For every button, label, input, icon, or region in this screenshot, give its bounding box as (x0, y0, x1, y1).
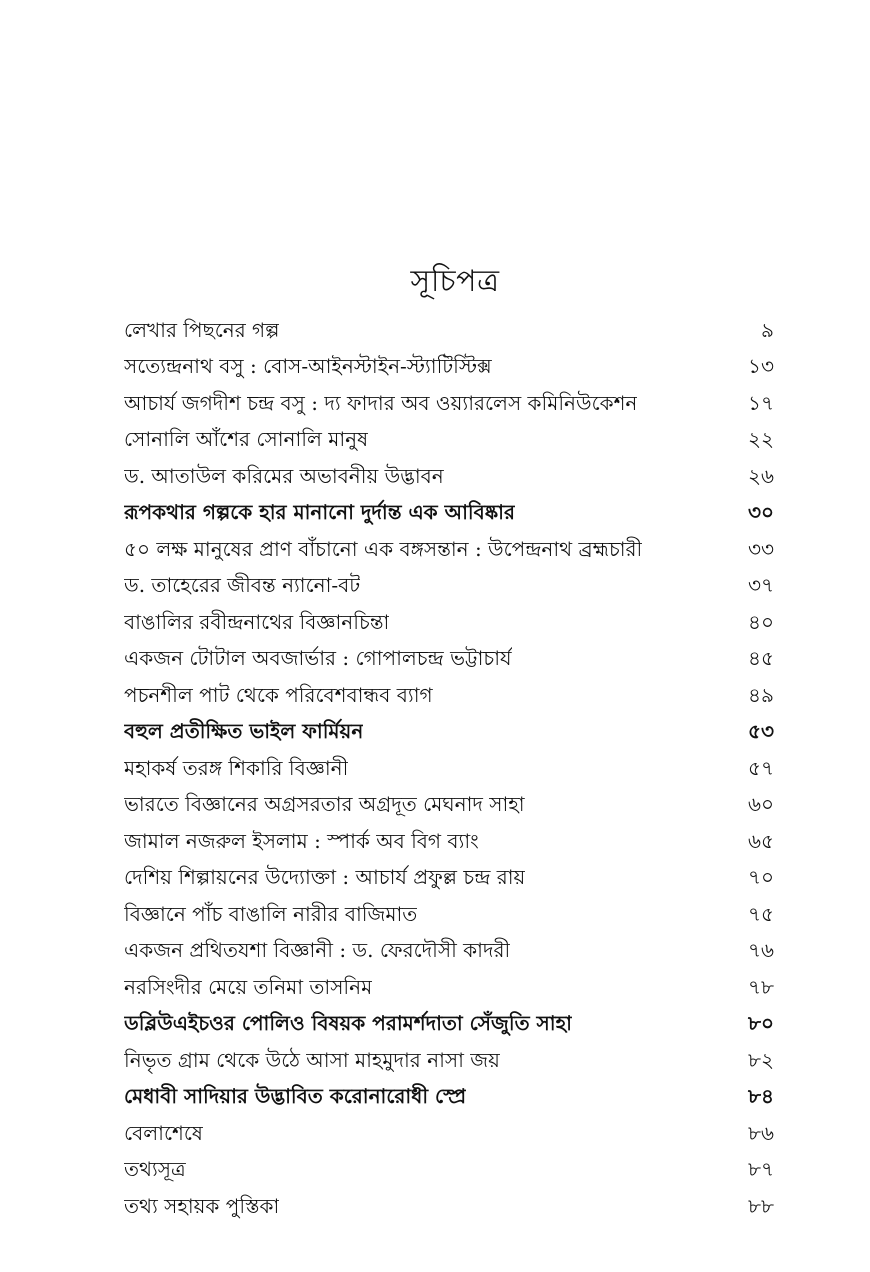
toc-entry-title: ড. আতাউল করিমের অভাবনীয় উদ্ভাবন (124, 463, 444, 488)
toc-entry-page-number: ৭৬ (747, 938, 774, 963)
toc-entry (124, 935, 774, 972)
toc-entry (124, 387, 774, 424)
toc-entry-page-number: ৮৬ (748, 1120, 774, 1145)
toc-entry-page-number: ৬০ (747, 792, 774, 817)
toc-entry (124, 1008, 774, 1045)
toc-entry-title: দেশিয় শিল্পায়নের উদ্যোক্তা : আচার্য প্রফুল্ল চন্দ্র রায় (124, 865, 526, 890)
toc-entry (124, 424, 774, 461)
toc-entry-title: একজন প্রথিতযশা বিজ্ঞানী : ড. ফেরদৌসী কাদরী (124, 938, 511, 963)
toc-entry-page-number: ৭০ (747, 865, 774, 890)
toc-entry-page-number: ৭৮ (748, 974, 774, 999)
toc-entry-page-number: ৫৭ (748, 755, 774, 780)
toc-entry (124, 1190, 774, 1227)
toc-entry-page-number: ৩০ (747, 500, 774, 525)
toc-entry-page-number: ৮৮ (748, 1193, 774, 1218)
toc-entry-page-number: ৩৩ (747, 536, 774, 561)
toc-entry-page-number: ৪৫ (748, 646, 774, 671)
toc-entry (124, 1044, 774, 1081)
toc-entry-title: জামাল নজরুল ইসলাম : স্পার্ক অব বিগ ব্যাং (124, 828, 479, 853)
toc-entry (124, 1117, 774, 1154)
toc-entry (124, 497, 774, 534)
toc-entry (124, 862, 774, 899)
toc-entry-title: আচার্য জগদীশ চন্দ্র বসু : দ্য ফাদার অব ওয়্যারলেস কমিনিউকেশন (124, 390, 638, 415)
toc-entry-page-number: ৮৭ (748, 1157, 774, 1182)
toc-entry-page-number: ৩৭ (747, 573, 774, 598)
toc-entry (124, 898, 774, 935)
toc-entry-title: তথ্যসূত্র (124, 1157, 186, 1182)
toc-entry-page-number: ৫৩ (748, 719, 774, 744)
toc-entry-title: তথ্য সহায়ক পুস্তিকা (124, 1193, 280, 1218)
toc-entry (124, 679, 774, 716)
toc-entry-page-number: ১৭ (748, 390, 774, 415)
toc-entry (124, 1081, 774, 1118)
toc-entry-page-number: ৪৯ (748, 682, 774, 707)
toc-entry-page-number: ৯ (761, 317, 774, 342)
toc-entry-title: লেখার পিছনের গল্প (124, 317, 280, 342)
toc-entry (124, 460, 774, 497)
toc-entry-title: বিজ্ঞানে পাঁচ বাঙালি নারীর বাজিমাত (124, 901, 418, 926)
page-title: সূচিপত্র (410, 264, 500, 299)
toc-entry-title: একজন টোটাল অবজার্ভার : গোপালচন্দ্র ভট্টাচার্য (124, 646, 512, 671)
toc-entry (124, 351, 774, 388)
toc-entry-title: বাঙালির রবীন্দ্রনাথের বিজ্ঞানচিন্তা (124, 609, 390, 634)
toc-entry (124, 570, 774, 607)
toc-entry (124, 825, 774, 862)
toc-entry-page-number: ২৬ (747, 463, 774, 488)
toc-entry-title: ভারতে বিজ্ঞানের অগ্রসরতার অগ্রদূত মেঘনাদ সাহা (124, 792, 525, 817)
toc-entry-title: বেলাশেষে (124, 1120, 203, 1145)
toc-entry-title: নিভৃত গ্রাম থেকে উঠে আসা মাহমুদার নাসা জয় (124, 1047, 500, 1072)
toc-entry-title: সোনালি আঁশের সোনালি মানুষ (124, 427, 369, 452)
toc-entry-page-number: ৬৫ (748, 828, 774, 853)
toc-entry-title: বহুল প্রতীক্ষিত ভাইল ফার্মিয়ন (124, 719, 364, 744)
toc-entry-page-number: ৮৪ (748, 1084, 774, 1109)
toc-entry (124, 606, 774, 643)
toc-entry-page-number: ১৩ (748, 354, 774, 379)
toc-entry (124, 752, 774, 789)
toc-entry-page-number: ৮০ (748, 1011, 774, 1036)
toc-entry-title: পচনশীল পাট থেকে পরিবেশবান্ধব ব্যাগ (124, 682, 433, 707)
toc-entry-page-number: ৪০ (748, 609, 774, 634)
toc-entry-title: নরসিংদীর মেয়ে তনিমা তাসনিম (124, 974, 373, 999)
toc-entry (124, 533, 774, 570)
toc-entry-title: সত্যেন্দ্রনাথ বসু : বোস-আইনস্টাইন-স্ট্যাটিস্টিক্স (124, 354, 492, 379)
toc-entry (124, 1154, 774, 1191)
toc-entry (124, 716, 774, 753)
toc-entry (124, 314, 774, 351)
toc-entry (124, 643, 774, 680)
toc-entry-title: রূপকথার গল্পকে হার মানানো দুর্দান্ত এক আবিষ্কার (124, 500, 515, 525)
toc-entry-page-number: ৮২ (748, 1047, 774, 1072)
toc-entry-title: ডব্লিউএইচওর পোলিও বিষয়ক পরামর্শদাতা সেঁজুতি সাহা (124, 1011, 572, 1036)
toc-entry (124, 971, 774, 1008)
toc-entry-page-number: ২২ (747, 427, 774, 452)
toc-entry-title: ড. তাহেরের জীবন্ত ন্যানো-বট (124, 573, 361, 598)
toc-entry-page-number: ৭৫ (748, 901, 774, 926)
toc-entry-title: মহাকর্ষ তরঙ্গ শিকারি বিজ্ঞানী (124, 755, 349, 780)
table-of-contents (124, 314, 774, 1227)
toc-entry-title: মেধাবী সাদিয়ার উদ্ভাবিত করোনারোধী স্প্রে (124, 1084, 467, 1109)
toc-entry-title: ৫০ লক্ষ মানুষের প্রাণ বাঁচানো এক বঙ্গসন্তান : উপেন্দ্রনাথ ব্রহ্মচারী (124, 536, 643, 561)
toc-entry (124, 789, 774, 826)
